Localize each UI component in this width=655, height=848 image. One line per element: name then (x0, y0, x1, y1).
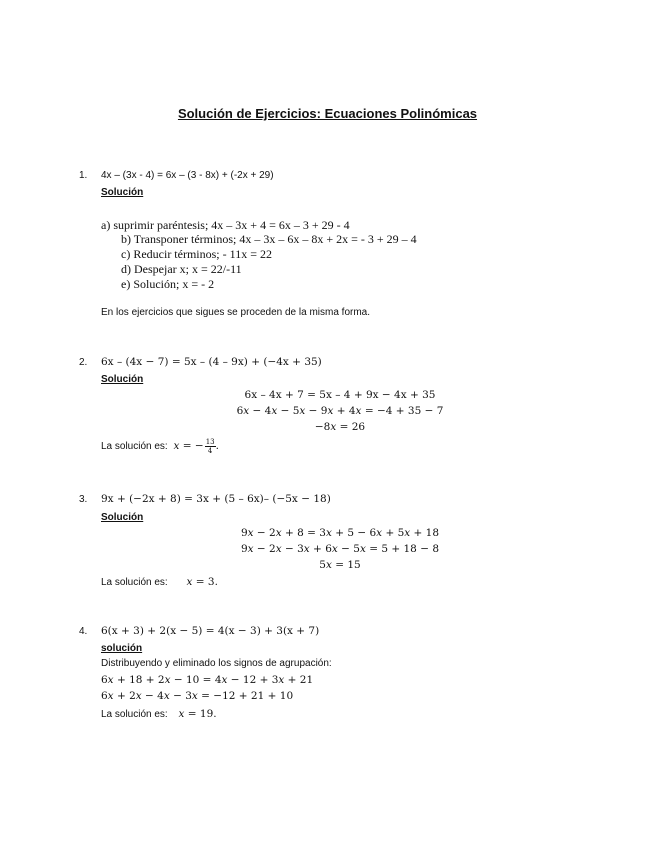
exercise-3-line-1: 9𝑥 − 2𝑥 + 8 = 3𝑥 + 5 − 6𝑥 + 5𝑥 + 18 (240, 527, 440, 539)
exercise-4-answer (101, 708, 217, 720)
exercise-1-solution-label: Solución (101, 187, 144, 198)
exercise-4-equation: 6(x + 3) + 2(x − 5) = 4(x − 3) + 3(x + 7) (101, 625, 320, 637)
fraction-numerator: 13 (205, 438, 215, 446)
exercise-2-line-2: 6𝑥 − 4𝑥 − 5𝑥 − 9𝑥 + 4𝑥 = −4 + 35 − 7 (236, 405, 444, 417)
exercise-2-line-3: −8𝑥 = 26 (314, 421, 366, 433)
exercise-1-step-b: b) Transponer términos; 4x – 3x – 6x – 8x + 2x = - 3 + 29 – 4 (121, 232, 417, 246)
answer-prefix: La solución es: (101, 577, 168, 588)
exercise-3-line-2: 9𝑥 − 2𝑥 − 3𝑥 + 6𝑥 − 5𝑥 = 5 + 18 − 8 (240, 543, 440, 555)
exercise-3-solution-label: Solución (101, 512, 144, 523)
exercise-2-line-1: 6x – 4x + 7 = 5x – 4 + 9x − 4x + 35 (244, 389, 436, 401)
exercise-1-number: 1. (79, 170, 88, 181)
answer-value: 𝑥 = 3. (186, 576, 218, 588)
exercise-3-line-3: 5𝑥 = 15 (319, 559, 361, 571)
exercise-4-line-1: 6𝑥 + 18 + 2𝑥 − 10 = 4𝑥 − 12 + 3𝑥 + 21 (101, 674, 314, 686)
exercise-2-number: 2. (79, 357, 88, 368)
exercise-2-equation: 6x – (4x − 7) = 5x – (4 – 9x) + (−4x + 35) (101, 356, 322, 368)
exercise-4-line-2: 6𝑥 + 2𝑥 − 4𝑥 − 3𝑥 = −12 + 21 + 10 (101, 690, 294, 702)
answer-end: . (215, 440, 219, 453)
exercise-3-equation: 9x + (−2x + 8) = 3x + (5 – 6x)– (−5x − 18) (101, 493, 331, 505)
exercise-4-solution-label: solución (101, 643, 143, 654)
exercise-1-step-c: c) Reducir términos; - 11x = 22 (121, 247, 272, 261)
exercise-4-intro: Distribuyendo y eliminado los signos de agrupación: (101, 658, 332, 669)
fraction-denominator: 4 (207, 447, 213, 455)
exercise-3-number: 3. (79, 494, 88, 505)
exercise-2-answer (101, 438, 219, 455)
answer-fraction (205, 438, 216, 455)
answer-value: 𝑥 = 19. (178, 708, 217, 720)
answer-prefix: La solución es: (101, 709, 168, 720)
exercise-2-solution-label: Solución (101, 374, 144, 385)
exercise-4-number: 4. (79, 626, 88, 637)
page-title: Solución de Ejercicios: Ecuaciones Polinómicas (177, 106, 478, 121)
answer-variable: 𝑥 = − (173, 440, 204, 453)
exercise-3-answer (101, 576, 218, 588)
exercise-1-step-d: d) Despejar x; x = 22/-11 (121, 262, 242, 276)
exercise-1-step-a: a) suprimir paréntesis; 4x – 3x + 4 = 6x – 3 + 29 - 4 (101, 218, 350, 232)
exercise-1-step-e: e) Solución; x = - 2 (121, 277, 215, 291)
answer-prefix: La solución es: (101, 441, 168, 453)
exercise-1-equation: 4x – (3x - 4) = 6x – (3 - 8x) + (-2x + 29) (101, 170, 274, 181)
exercise-note: En los ejercicios que sigues se proceden de la misma forma. (101, 307, 371, 318)
